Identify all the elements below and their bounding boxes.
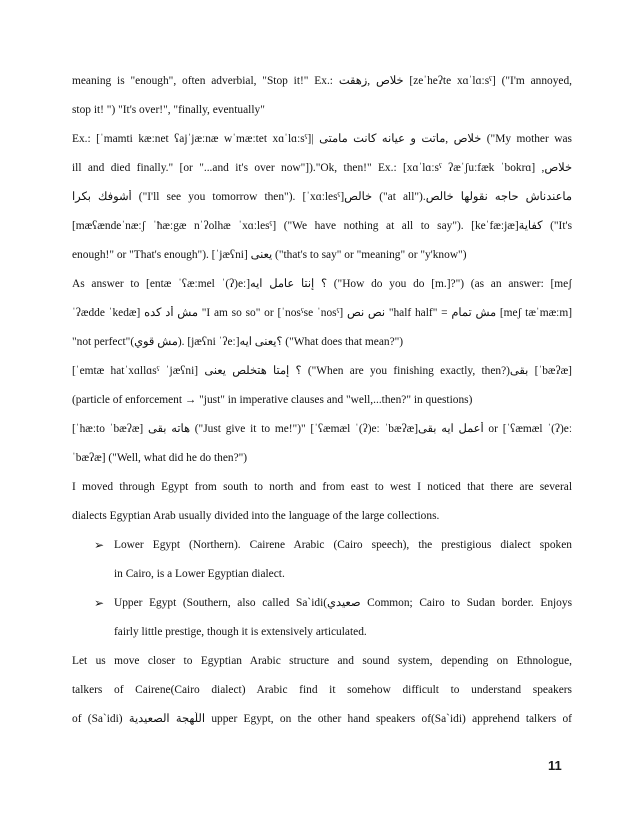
text-line-13: [ˈhæːto ˈbæʔæ] هاته بقى ("Just give it to me!")" [ˈʕæmæl ˈ(ʔ)eː ˈbæʔæ]أعمل ايه بقى or [ˈʕæmæl ˈ(ʔ)eː (72, 423, 572, 435)
text-line-9: ˈʔædde ˈkedæ] مش أد كده "I am so so" or [ˈnosˤse ˈnosˤ] نص نص "half half" = مش تمام [meʃ tæˈmæːm] (72, 307, 572, 319)
bullet-item-lower-egypt: Lower Egypt (Northern). Cairene Arabic (Cairo speech), the prestigious dialect spoken (114, 539, 572, 551)
bullet-arrow-icon: ➢ (94, 538, 105, 552)
text-line-14: ˈbæʔæ] ("Well, what did he do then?") (72, 452, 248, 464)
page-number: 11 (548, 758, 562, 773)
text-line-11: [ˈemtæ hatˈxɑllɑsˤ ˈjæʕni] ؟ إمتا هتخلص يعنى ("When are you finishing exactly, then?)بقى [ˈbæʔæ] (72, 365, 572, 377)
text-line-1: meaning is "enough", often adverbial, "Stop it!" Ex.: خلاص ,زهقت [zeˈheʔte xɑˈlɑːsˤ] ("I'm annoyed, (72, 75, 572, 87)
text-line-15: I moved through Egypt from south to north and from east to west I noticed that there are several (72, 481, 572, 493)
bullet-item-upper-egypt-cont: fairly little prestige, though it is extensively articulated. (114, 626, 367, 638)
text-line-23: of (Sa`idi) اللّهجة الصعيدية upper Egypt, on the other hand speakers of(Sa`idi) apprehend talkers of (72, 713, 572, 725)
text-line-10: "not perfect"(مش قوي). [jæʕni ˈʔeː]؟يعنى ايه ("What does that mean?") (72, 336, 404, 348)
text-line-6: [mæʕændeˈnæːʃ ˈħæːgæ nˈʔolhæ ˈxɑːlesˤ] ("We have nothing at all to say"). [keˈfæːjæ]كفاية ("It's (72, 220, 572, 232)
text-line-5: أشوفك بكرا ("I'll see you tomorrow then"). [ˈxɑːlesˤ]خالص ("at all").ماعندناش حاجه نقولها خالص (72, 191, 572, 203)
text-line-3: Ex.: [ˈmamti kæːnet ʕajˈjæːnæ wˈmæːtet xɑˈlɑːsˤ]| خلاص ,ماتت و عيانه كانت مامتى ("My mother was (72, 133, 572, 145)
bullet-item-upper-egypt: Upper Egypt (Southern, also called Sa`idi(صعيدي Common; Cairo to Sudan border. Enjoys (114, 597, 572, 609)
bullet-item-lower-egypt-cont: in Cairo, is a Lower Egyptian dialect. (114, 568, 285, 580)
text-line-21: Let us move closer to Egyptian Arabic structure and sound system, depending on Ethnologue, (72, 655, 572, 667)
text-line-12: (particle of enforcement → "just" in imperative clauses and "well,...then?" in questions) (72, 394, 473, 406)
text-line-22: talkers of Cairene(Cairo dialect) Arabic find it somehow difficult to understand speakers (72, 684, 572, 696)
text-line-4: ill and died finally." [or "...and it's over now"])."Ok, then!" Ex.: [xɑˈlɑːsˤ ʔæˈʃuːfæk ˈbokrɑ] ,خلاص (72, 162, 572, 174)
text-line-7: enough!" or "That's enough"). [ˈjæʕni] يعنى ("that's to say" or "meaning" or "y'know") (72, 249, 467, 261)
bullet-arrow-icon: ➢ (94, 596, 105, 610)
text-line-2: stop it! ") "It's over!", "finally, eventually" (72, 104, 265, 116)
text-line-8: As answer to [entæ ˈʕæːmel ˈ(ʔ)eː]؟ إنتا عامل ايه ("How do you do [m.]?") (as an answer: [meʃ (72, 278, 572, 290)
text-line-16: dialects Egyptian Arab usually divided into the language of the large collections. (72, 510, 440, 522)
